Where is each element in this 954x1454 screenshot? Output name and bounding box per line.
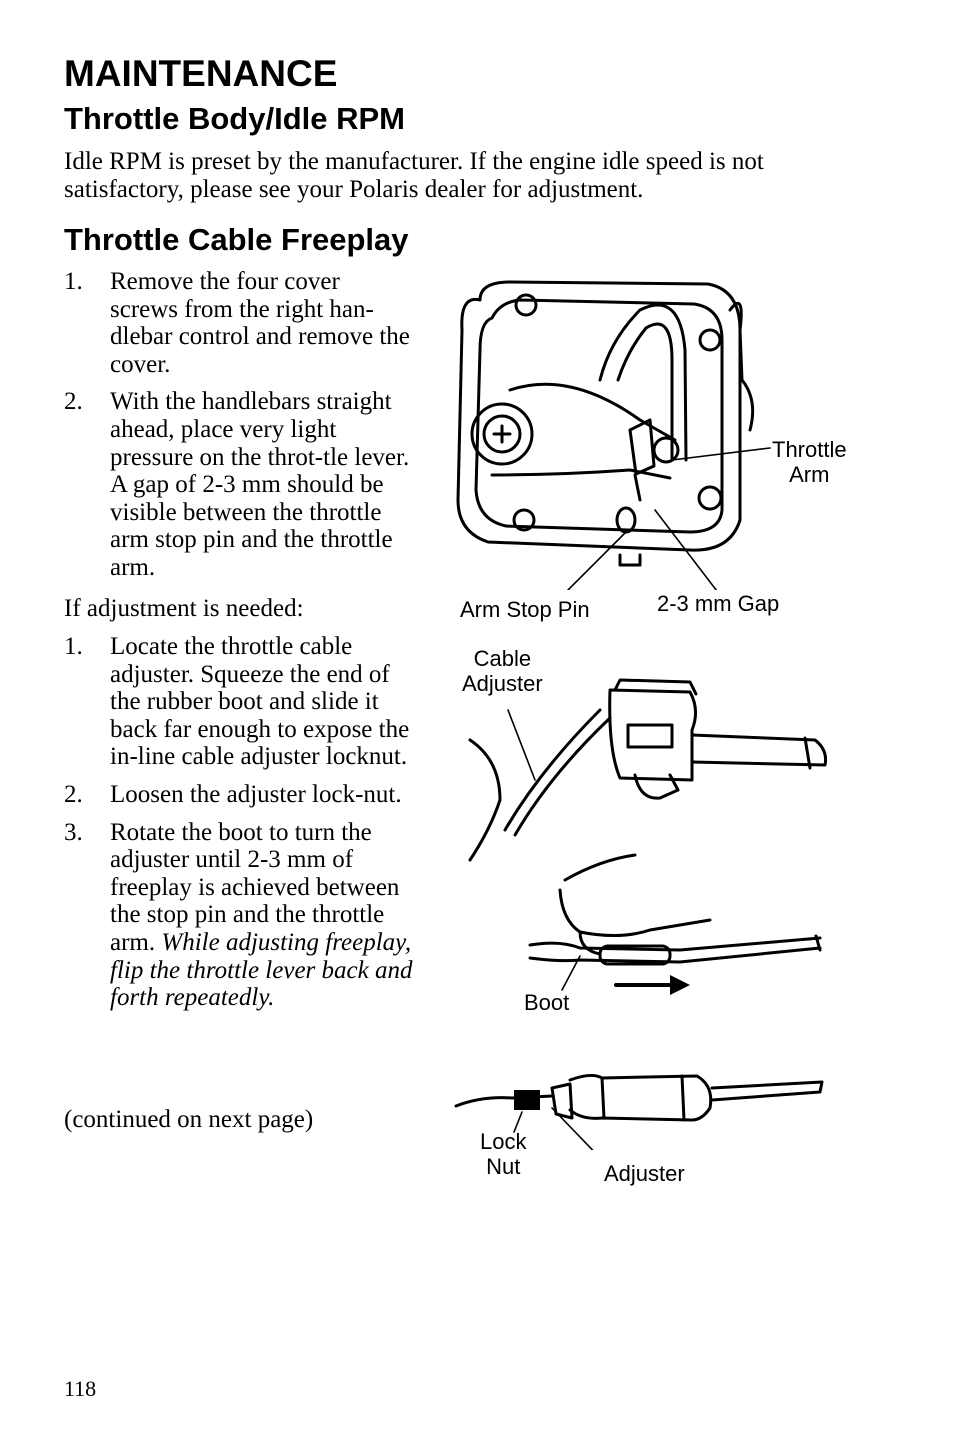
list-item xyxy=(64,268,414,378)
label-line: Lock xyxy=(480,1129,527,1154)
idle-rpm-paragraph: Idle RPM is preset by the manufacturer. If the engine idle speed is not satisfactory, please see your Polaris dealer for adjustment. xyxy=(64,148,764,203)
step-note-italic: While adjusting freeplay, flip the throttle lever back and forth repeatedly. xyxy=(110,928,413,1012)
continued-note: (continued on next page) xyxy=(64,1106,314,1133)
section-title-idle-rpm: Throttle Body/Idle RPM xyxy=(64,101,405,136)
step-number: 2. xyxy=(64,780,83,808)
step-number: 2. xyxy=(64,388,83,416)
label-cable-adjuster xyxy=(462,646,543,696)
label-line: Nut xyxy=(486,1154,521,1179)
handlebar-illustration xyxy=(460,670,840,870)
label-arm-stop-pin: Arm Stop Pin xyxy=(460,597,590,622)
page-title: MAINTENANCE xyxy=(64,53,338,94)
list-item xyxy=(64,633,414,771)
boot-slide-illustration xyxy=(520,850,830,1000)
label-line: Arm xyxy=(789,462,830,487)
list-item xyxy=(64,781,414,809)
label-line: Throttle xyxy=(772,437,847,462)
label-boot: Boot xyxy=(524,990,570,1015)
adjust-steps-list xyxy=(64,633,414,1012)
step-text: Locate the throttle cable adjuster. Squeeze the end of the rubber boot and slide it back far enough to expose the in-line cable adjuster locknut. xyxy=(110,633,410,771)
label-adjuster: Adjuster xyxy=(604,1161,685,1186)
list-item xyxy=(64,388,414,581)
list-item xyxy=(64,819,414,1012)
if-needed-text: If adjustment is needed: xyxy=(64,595,304,622)
throttle-housing-illustration xyxy=(440,270,860,590)
step-text: Remove the four cover screws from the right han-dlebar control and remove the cover. xyxy=(110,268,410,378)
label-throttle-arm xyxy=(772,437,847,487)
label-lock-nut xyxy=(480,1129,526,1179)
label-gap: 2-3 mm Gap xyxy=(657,591,780,616)
check-steps-list xyxy=(64,268,414,582)
step-number: 3. xyxy=(64,818,83,846)
step-text: With the handlebars straight ahead, place very light pressure on the throt-tle lever. A gap of 2-3 mm should be visible between the throttle arm stop pin and the throttle arm. xyxy=(110,388,410,581)
page-number: 118 xyxy=(64,1376,97,1401)
step-text: Rotate the boot to turn the adjuster until 2-3 mm of freeplay is achieved between the stop pin and the throttle arm. xyxy=(110,818,400,956)
label-line: Adjuster xyxy=(462,671,543,696)
step-number: 1. xyxy=(64,268,83,295)
section-title-freeplay: Throttle Cable Freeplay xyxy=(64,222,409,257)
label-line: Cable xyxy=(473,646,532,671)
step-number: 1. xyxy=(64,633,83,660)
step-text: Loosen the adjuster lock-nut. xyxy=(110,780,402,808)
